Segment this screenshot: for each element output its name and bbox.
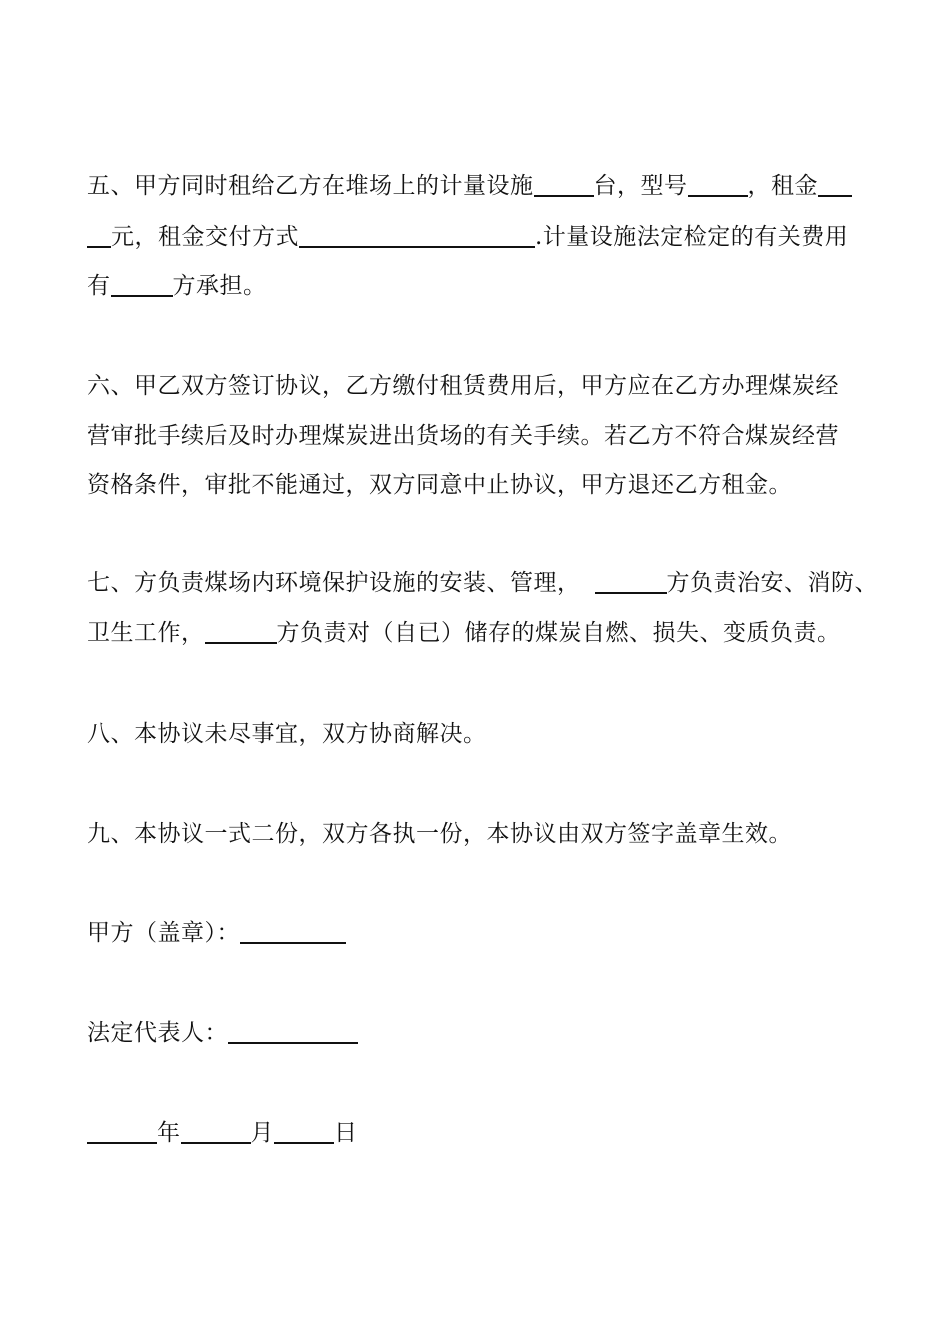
clause-5-text: 台，型号 xyxy=(593,173,688,199)
clause-5-line-1 xyxy=(87,171,852,201)
clause-5-text: 五、甲方同时租给乙方在堆场上的计量设施 xyxy=(87,173,534,199)
blank-field[interactable] xyxy=(87,224,111,248)
clause-9: 九、本协议一式二份，双方各执一份，本协议由双方签字盖章生效。 xyxy=(87,821,792,847)
legal-rep-line xyxy=(87,1018,358,1048)
year-label: 年 xyxy=(157,1120,181,1146)
blank-field[interactable] xyxy=(818,173,852,197)
legal-rep-label: 法定代表人： xyxy=(87,1020,228,1046)
clause-5-text: .计量设施法定检定的有关费用 xyxy=(535,224,849,250)
month-label: 月 xyxy=(250,1120,274,1146)
legal-rep-blank[interactable] xyxy=(228,1020,358,1044)
day-blank[interactable] xyxy=(274,1120,334,1144)
blank-field[interactable] xyxy=(595,570,667,594)
clause-7-line-2 xyxy=(87,618,841,648)
party-a-seal-line xyxy=(87,918,346,948)
blank-field[interactable] xyxy=(299,224,535,248)
clause-6-line-2: 营审批手续后及时办理煤炭进出货场的有关手续。若乙方不符合煤炭经营 xyxy=(87,423,839,449)
clause-7-text: 七、方负责煤场内环境保护设施的安装、管理， xyxy=(87,570,581,596)
clause-5-text: 方承担。 xyxy=(172,273,267,299)
blank-field[interactable] xyxy=(111,273,173,297)
party-a-blank[interactable] xyxy=(240,920,346,944)
clause-6-line-1: 六、甲乙双方签订协议，乙方缴付租赁费用后，甲方应在乙方办理煤炭经 xyxy=(87,373,839,399)
clause-7-text: 卫生工作， xyxy=(87,620,205,646)
blank-field[interactable] xyxy=(688,173,748,197)
clause-5-line-3 xyxy=(87,271,267,301)
clause-5-text: 元，租金交付方式 xyxy=(111,224,299,250)
party-a-label: 甲方（盖章）： xyxy=(87,920,240,946)
clause-7-text: 方负责治安、消防、 xyxy=(666,570,878,596)
clause-7-text: 方负责对（自已）储存的煤炭自燃、损失、变质负责。 xyxy=(276,620,841,646)
clause-6-line-3: 资格条件，审批不能通过，双方同意中止协议，甲方退还乙方租金。 xyxy=(87,472,792,498)
month-blank[interactable] xyxy=(181,1120,251,1144)
blank-field[interactable] xyxy=(534,173,594,197)
clause-7-line-1 xyxy=(87,568,878,598)
clause-5-text: 有 xyxy=(87,273,111,299)
blank-field[interactable] xyxy=(205,620,277,644)
year-blank[interactable] xyxy=(87,1120,157,1144)
date-line xyxy=(87,1118,358,1148)
clause-5-line-2 xyxy=(87,222,848,252)
day-label: 日 xyxy=(334,1120,358,1146)
clause-8: 八、本协议未尽事宜，双方协商解决。 xyxy=(87,721,487,747)
clause-5-text: ，租金 xyxy=(747,173,818,199)
